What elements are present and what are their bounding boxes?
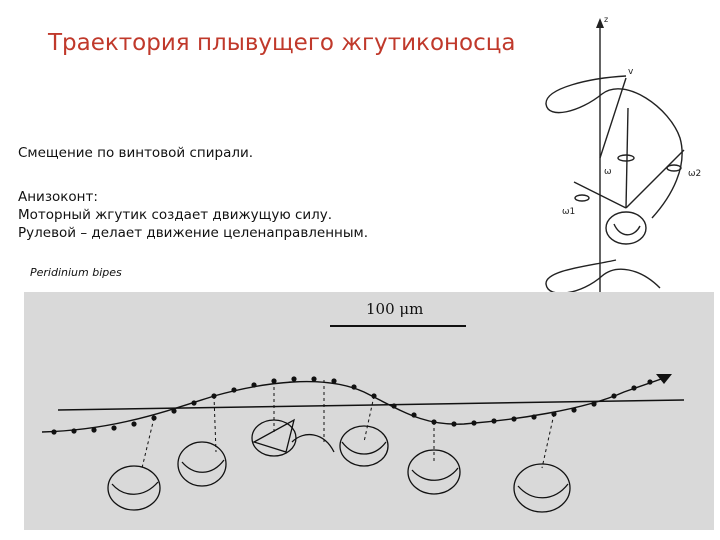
cell-sketches: [108, 420, 570, 512]
rotation-mark-left: [575, 195, 589, 201]
helix-lower-loop: [546, 260, 660, 293]
z-axis-arrowhead: [596, 18, 604, 28]
z-label: z: [604, 15, 609, 24]
helix-upper-loop: [546, 76, 682, 218]
omega-label: ω: [604, 167, 612, 177]
cell-groove: [614, 224, 640, 235]
helix-diagram-svg: [530, 8, 710, 328]
species-caption: Peridinium bipes: [30, 266, 122, 279]
omega-vector: [626, 108, 628, 208]
velocity-vector: [600, 78, 626, 158]
scale-bar-label: 100 μm: [366, 300, 424, 318]
trajectory-figure: [24, 292, 714, 530]
rotation-mark-right: [667, 165, 681, 171]
velocity-label: v: [628, 67, 634, 77]
cell-connectors: [142, 380, 554, 468]
cell-body: [606, 212, 646, 244]
motor-flagellum-text: Моторный жгутик создает движущую силу.: [18, 207, 333, 223]
helix-displacement-text: Смещение по винтовой спирали.: [18, 145, 254, 161]
rudder-flagellum-text: Рулевой – делает движение целенаправленным.: [18, 225, 368, 241]
trajectory-arrowhead: [656, 374, 672, 384]
helix-diagram: [530, 8, 710, 328]
omega1-label: ω1: [562, 207, 576, 217]
omega2-label: ω2: [688, 169, 702, 179]
rotation-mark-center: [618, 155, 634, 161]
slide-title: Траектория плывущего жгутиконосца: [48, 30, 516, 56]
trajectory-svg: [24, 292, 714, 530]
omega2-vector: [626, 150, 684, 208]
anisokont-heading: Анизоконт:: [18, 189, 98, 205]
